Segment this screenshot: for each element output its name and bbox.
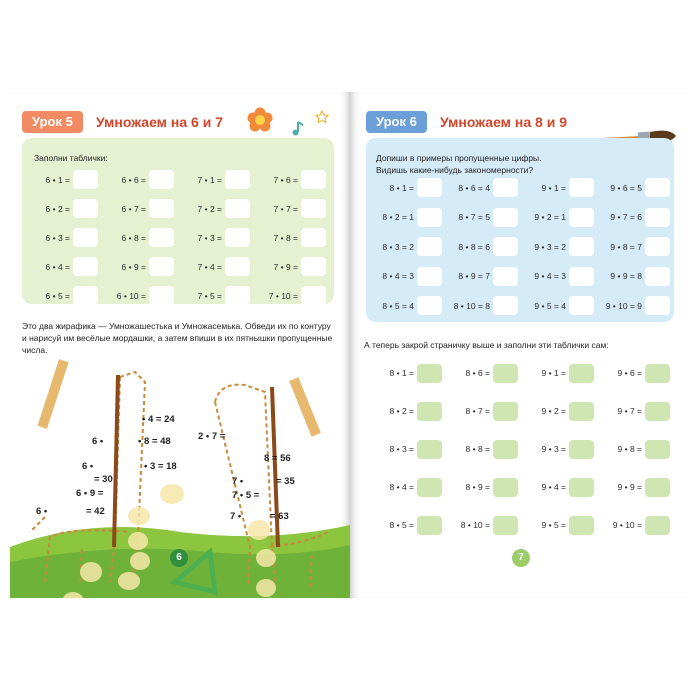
example-cell bbox=[372, 203, 442, 233]
example-expression: 9 • 5 = bbox=[541, 520, 566, 530]
example-expression: 8 • 8 = 6 bbox=[458, 241, 490, 252]
answer-box[interactable] bbox=[149, 199, 174, 218]
answer-box[interactable] bbox=[645, 267, 670, 286]
example-cell bbox=[600, 468, 670, 506]
example-cell bbox=[448, 506, 518, 544]
answer-box[interactable] bbox=[569, 237, 594, 256]
answer-box[interactable] bbox=[417, 237, 442, 256]
answer-box[interactable] bbox=[417, 516, 442, 535]
answer-box[interactable] bbox=[225, 170, 250, 189]
example-cell bbox=[448, 173, 518, 203]
example-cell bbox=[448, 468, 518, 506]
example-cell bbox=[372, 392, 442, 430]
example-expression: 9 • 6 = 5 bbox=[610, 182, 642, 193]
example-cell bbox=[600, 430, 670, 468]
example-expression: 9 • 2 = bbox=[541, 406, 566, 416]
answer-box[interactable] bbox=[493, 237, 518, 256]
answer-box[interactable] bbox=[301, 257, 326, 276]
example-cell bbox=[256, 252, 326, 281]
answer-box[interactable] bbox=[149, 228, 174, 247]
example-expression: 6 • 8 = bbox=[121, 232, 146, 243]
example-expression: 8 • 5 = bbox=[389, 520, 414, 530]
example-cell bbox=[600, 506, 670, 544]
example-cell bbox=[104, 281, 174, 310]
example-cell bbox=[372, 262, 442, 292]
example-expression: 8 • 2 = 1 bbox=[382, 212, 414, 223]
example-expression: 7 • 6 = bbox=[273, 174, 298, 185]
giraffe-example: 2 • 7 = bbox=[198, 431, 226, 442]
example-cell bbox=[372, 430, 442, 468]
example-cell bbox=[524, 354, 594, 392]
example-cell bbox=[524, 262, 594, 292]
giraffe-spot bbox=[130, 552, 150, 570]
example-expression: 6 • 10 = bbox=[116, 290, 146, 301]
example-expression: 8 • 4 = bbox=[389, 482, 414, 492]
example-expression: 8 • 7 = bbox=[465, 406, 490, 416]
example-expression: 9 • 4 = bbox=[541, 482, 566, 492]
answer-box[interactable] bbox=[417, 478, 442, 497]
answer-box[interactable] bbox=[417, 402, 442, 421]
example-cell bbox=[448, 354, 518, 392]
example-cell bbox=[28, 223, 98, 252]
example-cell bbox=[372, 468, 442, 506]
example-expression: 9 • 3 = 2 bbox=[534, 241, 566, 252]
example-cell bbox=[180, 223, 250, 252]
example-expression: 6 • 3 = bbox=[45, 232, 70, 243]
example-expression: 9 • 4 = 3 bbox=[534, 271, 566, 282]
example-expression: 9 • 9 = 8 bbox=[610, 271, 642, 282]
example-expression: 9 • 8 = bbox=[617, 444, 642, 454]
giraffe-example: 6 • bbox=[36, 506, 48, 517]
giraffe-spot bbox=[118, 572, 140, 590]
example-cell bbox=[180, 252, 250, 281]
page-title: Умножаем на 8 и 9 bbox=[440, 114, 568, 130]
example-cell bbox=[600, 232, 670, 262]
multiplication-table bbox=[28, 165, 326, 310]
example-cell bbox=[448, 291, 518, 321]
answer-box[interactable] bbox=[301, 199, 326, 218]
answer-box[interactable] bbox=[493, 296, 518, 315]
answer-box[interactable] bbox=[493, 178, 518, 197]
giraffe-example: = 42 bbox=[86, 506, 105, 517]
answer-box[interactable] bbox=[417, 208, 442, 227]
answer-box[interactable] bbox=[225, 286, 250, 305]
example-expression: 7 • 9 = bbox=[273, 261, 298, 272]
example-expression: 7 • 10 = bbox=[268, 290, 298, 301]
example-cell bbox=[256, 194, 326, 223]
giraffe-right-neck bbox=[272, 387, 278, 547]
example-cell bbox=[524, 468, 594, 506]
answer-box[interactable] bbox=[569, 296, 594, 315]
left-page bbox=[10, 92, 350, 598]
giraffe-example: 7 • bbox=[232, 476, 244, 487]
answer-box[interactable] bbox=[645, 440, 670, 459]
example-cell bbox=[372, 354, 442, 392]
giraffe-spot bbox=[256, 579, 276, 597]
example-expression: 8 • 9 = bbox=[465, 482, 490, 492]
example-expression: 9 • 2 = 1 bbox=[534, 212, 566, 223]
answer-box[interactable] bbox=[417, 364, 442, 383]
giraffe-example: = 63 bbox=[270, 511, 289, 522]
example-expression: 7 • 7 = bbox=[273, 203, 298, 214]
answer-box[interactable] bbox=[73, 257, 98, 276]
example-expression: 6 • 6 = bbox=[121, 174, 146, 185]
answer-box[interactable] bbox=[73, 199, 98, 218]
example-cell bbox=[448, 392, 518, 430]
example-cell bbox=[28, 281, 98, 310]
answer-box[interactable] bbox=[569, 516, 594, 535]
giraffe-example: 7 • 5 = bbox=[232, 490, 260, 501]
book-spread bbox=[10, 92, 690, 598]
instruction-text: Заполни таблички: bbox=[34, 153, 108, 163]
giraffe-example: • 8 = 48 bbox=[138, 436, 171, 447]
example-cell bbox=[600, 392, 670, 430]
example-expression: 9 • 10 = 9 bbox=[605, 300, 642, 311]
example-expression: 7 • 5 = bbox=[197, 290, 222, 301]
giraffe-spot bbox=[128, 507, 150, 525]
ruler-icon bbox=[37, 359, 68, 429]
example-expression: 6 • 2 = bbox=[45, 203, 70, 214]
answer-box[interactable] bbox=[493, 440, 518, 459]
example-cell bbox=[448, 262, 518, 292]
giraffe-example: • 3 = 18 bbox=[144, 461, 177, 472]
giraffe-spot bbox=[80, 562, 102, 582]
lesson-badge: Урок 5 bbox=[22, 111, 83, 133]
instruction-line2: Видишь какие-нибудь закономерности? bbox=[376, 165, 534, 175]
example-cell bbox=[180, 194, 250, 223]
example-cell bbox=[104, 223, 174, 252]
example-cell bbox=[28, 194, 98, 223]
right-page bbox=[350, 92, 690, 598]
example-expression: 6 • 1 = bbox=[45, 174, 70, 185]
example-expression: 6 • 5 = bbox=[45, 290, 70, 301]
answer-box[interactable] bbox=[569, 208, 594, 227]
answer-box[interactable] bbox=[225, 257, 250, 276]
example-cell bbox=[448, 232, 518, 262]
answer-box[interactable] bbox=[493, 478, 518, 497]
example-expression: 9 • 9 = bbox=[617, 482, 642, 492]
example-expression: 8 • 8 = bbox=[465, 444, 490, 454]
example-cell bbox=[180, 165, 250, 194]
giraffe-spot bbox=[248, 520, 270, 540]
answer-box[interactable] bbox=[73, 228, 98, 247]
example-expression: 9 • 7 = 6 bbox=[610, 212, 642, 223]
answer-box[interactable] bbox=[569, 364, 594, 383]
answer-box[interactable] bbox=[301, 228, 326, 247]
answer-box[interactable] bbox=[73, 170, 98, 189]
example-cell bbox=[104, 194, 174, 223]
example-cell bbox=[372, 173, 442, 203]
giraffe-example: = 30 bbox=[94, 474, 113, 485]
example-expression: 7 • 8 = bbox=[273, 232, 298, 243]
example-expression: 8 • 7 = 5 bbox=[458, 212, 490, 223]
example-cell bbox=[524, 392, 594, 430]
example-cell bbox=[524, 291, 594, 321]
lesson-badge: Урок 6 bbox=[366, 111, 427, 133]
example-expression: 8 • 1 = bbox=[389, 182, 414, 193]
instruction-text: А теперь закрой страничку выше и заполни эти таблички сам: bbox=[364, 340, 609, 350]
example-cell bbox=[600, 354, 670, 392]
example-cell bbox=[256, 223, 326, 252]
example-cell bbox=[180, 281, 250, 310]
example-expression: 8 • 3 = 2 bbox=[382, 241, 414, 252]
instruction-line1: Допиши в примеры пропущенные цифры. bbox=[376, 153, 542, 163]
example-expression: 9 • 8 = 7 bbox=[610, 241, 642, 252]
example-expression: 9 • 1 = bbox=[541, 368, 566, 378]
answer-box[interactable] bbox=[417, 440, 442, 459]
answer-box[interactable] bbox=[301, 286, 326, 305]
answer-box[interactable] bbox=[493, 402, 518, 421]
page-title: Умножаем на 6 и 7 bbox=[96, 114, 224, 130]
example-cell bbox=[600, 291, 670, 321]
example-cell bbox=[28, 165, 98, 194]
example-cell bbox=[448, 430, 518, 468]
giraffe-spot bbox=[160, 484, 184, 504]
flower-icon bbox=[248, 108, 273, 132]
giraffe-instruction-line2: и нарисуй им весёлые мордашки, а затем впиши в их пятнышки пропущенные числа. bbox=[22, 333, 333, 355]
giraffe-example: = 35 bbox=[276, 476, 295, 487]
example-cell bbox=[256, 281, 326, 310]
giraffe-left-neck bbox=[114, 375, 118, 547]
answer-box[interactable] bbox=[301, 170, 326, 189]
giraffe-example: • 4 = 24 bbox=[142, 414, 175, 425]
answer-box[interactable] bbox=[569, 440, 594, 459]
example-expression: 8 • 9 = 7 bbox=[458, 271, 490, 282]
giraffe-instruction-line1: Это два жирафика — Умножашестька и Умножасемька. Обведи их по контуру bbox=[22, 321, 331, 331]
giraffe-example: 8 = 56 bbox=[264, 453, 291, 464]
giraffe-example: 7 • bbox=[230, 511, 242, 522]
flower-note-star-decoration bbox=[246, 104, 336, 140]
answer-box[interactable] bbox=[645, 516, 670, 535]
example-expression: 8 • 1 = bbox=[389, 368, 414, 378]
example-expression: 9 • 10 = bbox=[612, 520, 642, 530]
star-icon bbox=[316, 111, 328, 123]
ruler-icon bbox=[289, 377, 321, 436]
example-cell bbox=[372, 232, 442, 262]
example-expression: 8 • 10 = bbox=[460, 520, 490, 530]
example-cell bbox=[256, 165, 326, 194]
answer-box[interactable] bbox=[645, 237, 670, 256]
answer-box[interactable] bbox=[569, 478, 594, 497]
example-expression: 8 • 2 = bbox=[389, 406, 414, 416]
example-expression: 6 • 7 = bbox=[121, 203, 146, 214]
answer-box[interactable] bbox=[417, 296, 442, 315]
example-expression: 8 • 10 = 8 bbox=[453, 300, 490, 311]
example-cell bbox=[104, 252, 174, 281]
example-cell bbox=[524, 173, 594, 203]
example-expression: 6 • 4 = bbox=[45, 261, 70, 272]
example-expression: 8 • 6 = bbox=[465, 368, 490, 378]
example-expression: 8 • 4 = 3 bbox=[382, 271, 414, 282]
example-cell bbox=[524, 506, 594, 544]
answer-box[interactable] bbox=[569, 178, 594, 197]
answer-box[interactable] bbox=[569, 267, 594, 286]
example-expression: 8 • 6 = 4 bbox=[458, 182, 490, 193]
example-expression: 8 • 5 = 4 bbox=[382, 300, 414, 311]
example-cell bbox=[28, 252, 98, 281]
giraffe-example: 6 • 9 = bbox=[76, 488, 104, 499]
answer-box[interactable] bbox=[645, 478, 670, 497]
example-expression: 7 • 3 = bbox=[197, 232, 222, 243]
music-note-icon bbox=[293, 122, 304, 136]
example-cell bbox=[524, 232, 594, 262]
giraffe-spot bbox=[256, 549, 276, 567]
example-expression: 9 • 7 = bbox=[617, 406, 642, 416]
answer-box[interactable] bbox=[645, 208, 670, 227]
example-cell bbox=[448, 203, 518, 233]
answer-box[interactable] bbox=[493, 267, 518, 286]
answer-box[interactable] bbox=[645, 296, 670, 315]
example-cell bbox=[372, 506, 442, 544]
giraffe-spot bbox=[128, 532, 148, 550]
answer-box[interactable] bbox=[493, 208, 518, 227]
answer-box[interactable] bbox=[645, 178, 670, 197]
answer-box[interactable] bbox=[225, 228, 250, 247]
giraffe-example: 6 • bbox=[92, 436, 104, 447]
example-expression: 8 • 3 = bbox=[389, 444, 414, 454]
example-expression: 7 • 1 = bbox=[197, 174, 222, 185]
example-cell bbox=[524, 203, 594, 233]
answer-box[interactable] bbox=[149, 286, 174, 305]
page-number: 7 bbox=[512, 549, 530, 567]
answer-box[interactable] bbox=[73, 286, 98, 305]
answer-box[interactable] bbox=[645, 364, 670, 383]
answer-box[interactable] bbox=[493, 516, 518, 535]
example-cell bbox=[600, 203, 670, 233]
fill-digits-table bbox=[372, 173, 670, 321]
page-number: 6 bbox=[170, 549, 188, 567]
example-cell bbox=[524, 430, 594, 468]
example-expression: 9 • 1 = bbox=[541, 182, 566, 193]
example-cell bbox=[372, 291, 442, 321]
giraffe-example: 6 • bbox=[82, 461, 94, 472]
answer-box[interactable] bbox=[417, 267, 442, 286]
example-expression: 9 • 3 = bbox=[541, 444, 566, 454]
self-check-table bbox=[372, 354, 670, 544]
example-expression: 6 • 9 = bbox=[121, 261, 146, 272]
answer-box[interactable] bbox=[149, 170, 174, 189]
example-expression: 7 • 4 = bbox=[197, 261, 222, 272]
example-expression: 7 • 2 = bbox=[197, 203, 222, 214]
answer-box[interactable] bbox=[569, 402, 594, 421]
answer-box[interactable] bbox=[149, 257, 174, 276]
example-cell bbox=[600, 262, 670, 292]
answer-box[interactable] bbox=[493, 364, 518, 383]
answer-box[interactable] bbox=[417, 178, 442, 197]
answer-box[interactable] bbox=[225, 199, 250, 218]
example-expression: 9 • 6 = bbox=[617, 368, 642, 378]
answer-box[interactable] bbox=[645, 402, 670, 421]
example-expression: 9 • 5 = 4 bbox=[534, 300, 566, 311]
example-cell bbox=[600, 173, 670, 203]
example-cell bbox=[104, 165, 174, 194]
